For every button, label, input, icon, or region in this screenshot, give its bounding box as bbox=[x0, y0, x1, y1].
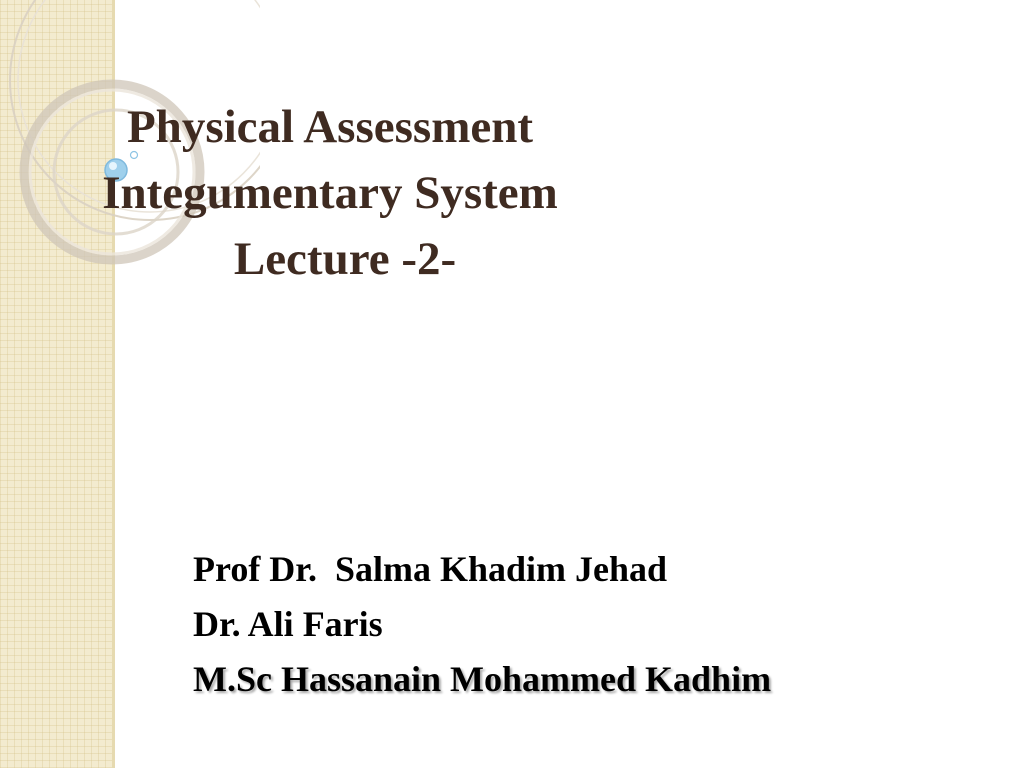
title-line-lecture: Lecture -2- bbox=[233, 233, 457, 285]
slide-title bbox=[0, 94, 660, 292]
title-line-topic: Integumentary System bbox=[102, 167, 558, 219]
title-line-course: Physical Assessment bbox=[126, 101, 534, 153]
authors-block bbox=[193, 542, 993, 707]
author-line-2: Dr. Ali Faris bbox=[193, 604, 383, 644]
author-line-1: Prof Dr. Salma Khadim Jehad bbox=[193, 549, 668, 589]
author-line-3: M.Sc Hassanain Mohammed Kadhim bbox=[193, 659, 772, 699]
